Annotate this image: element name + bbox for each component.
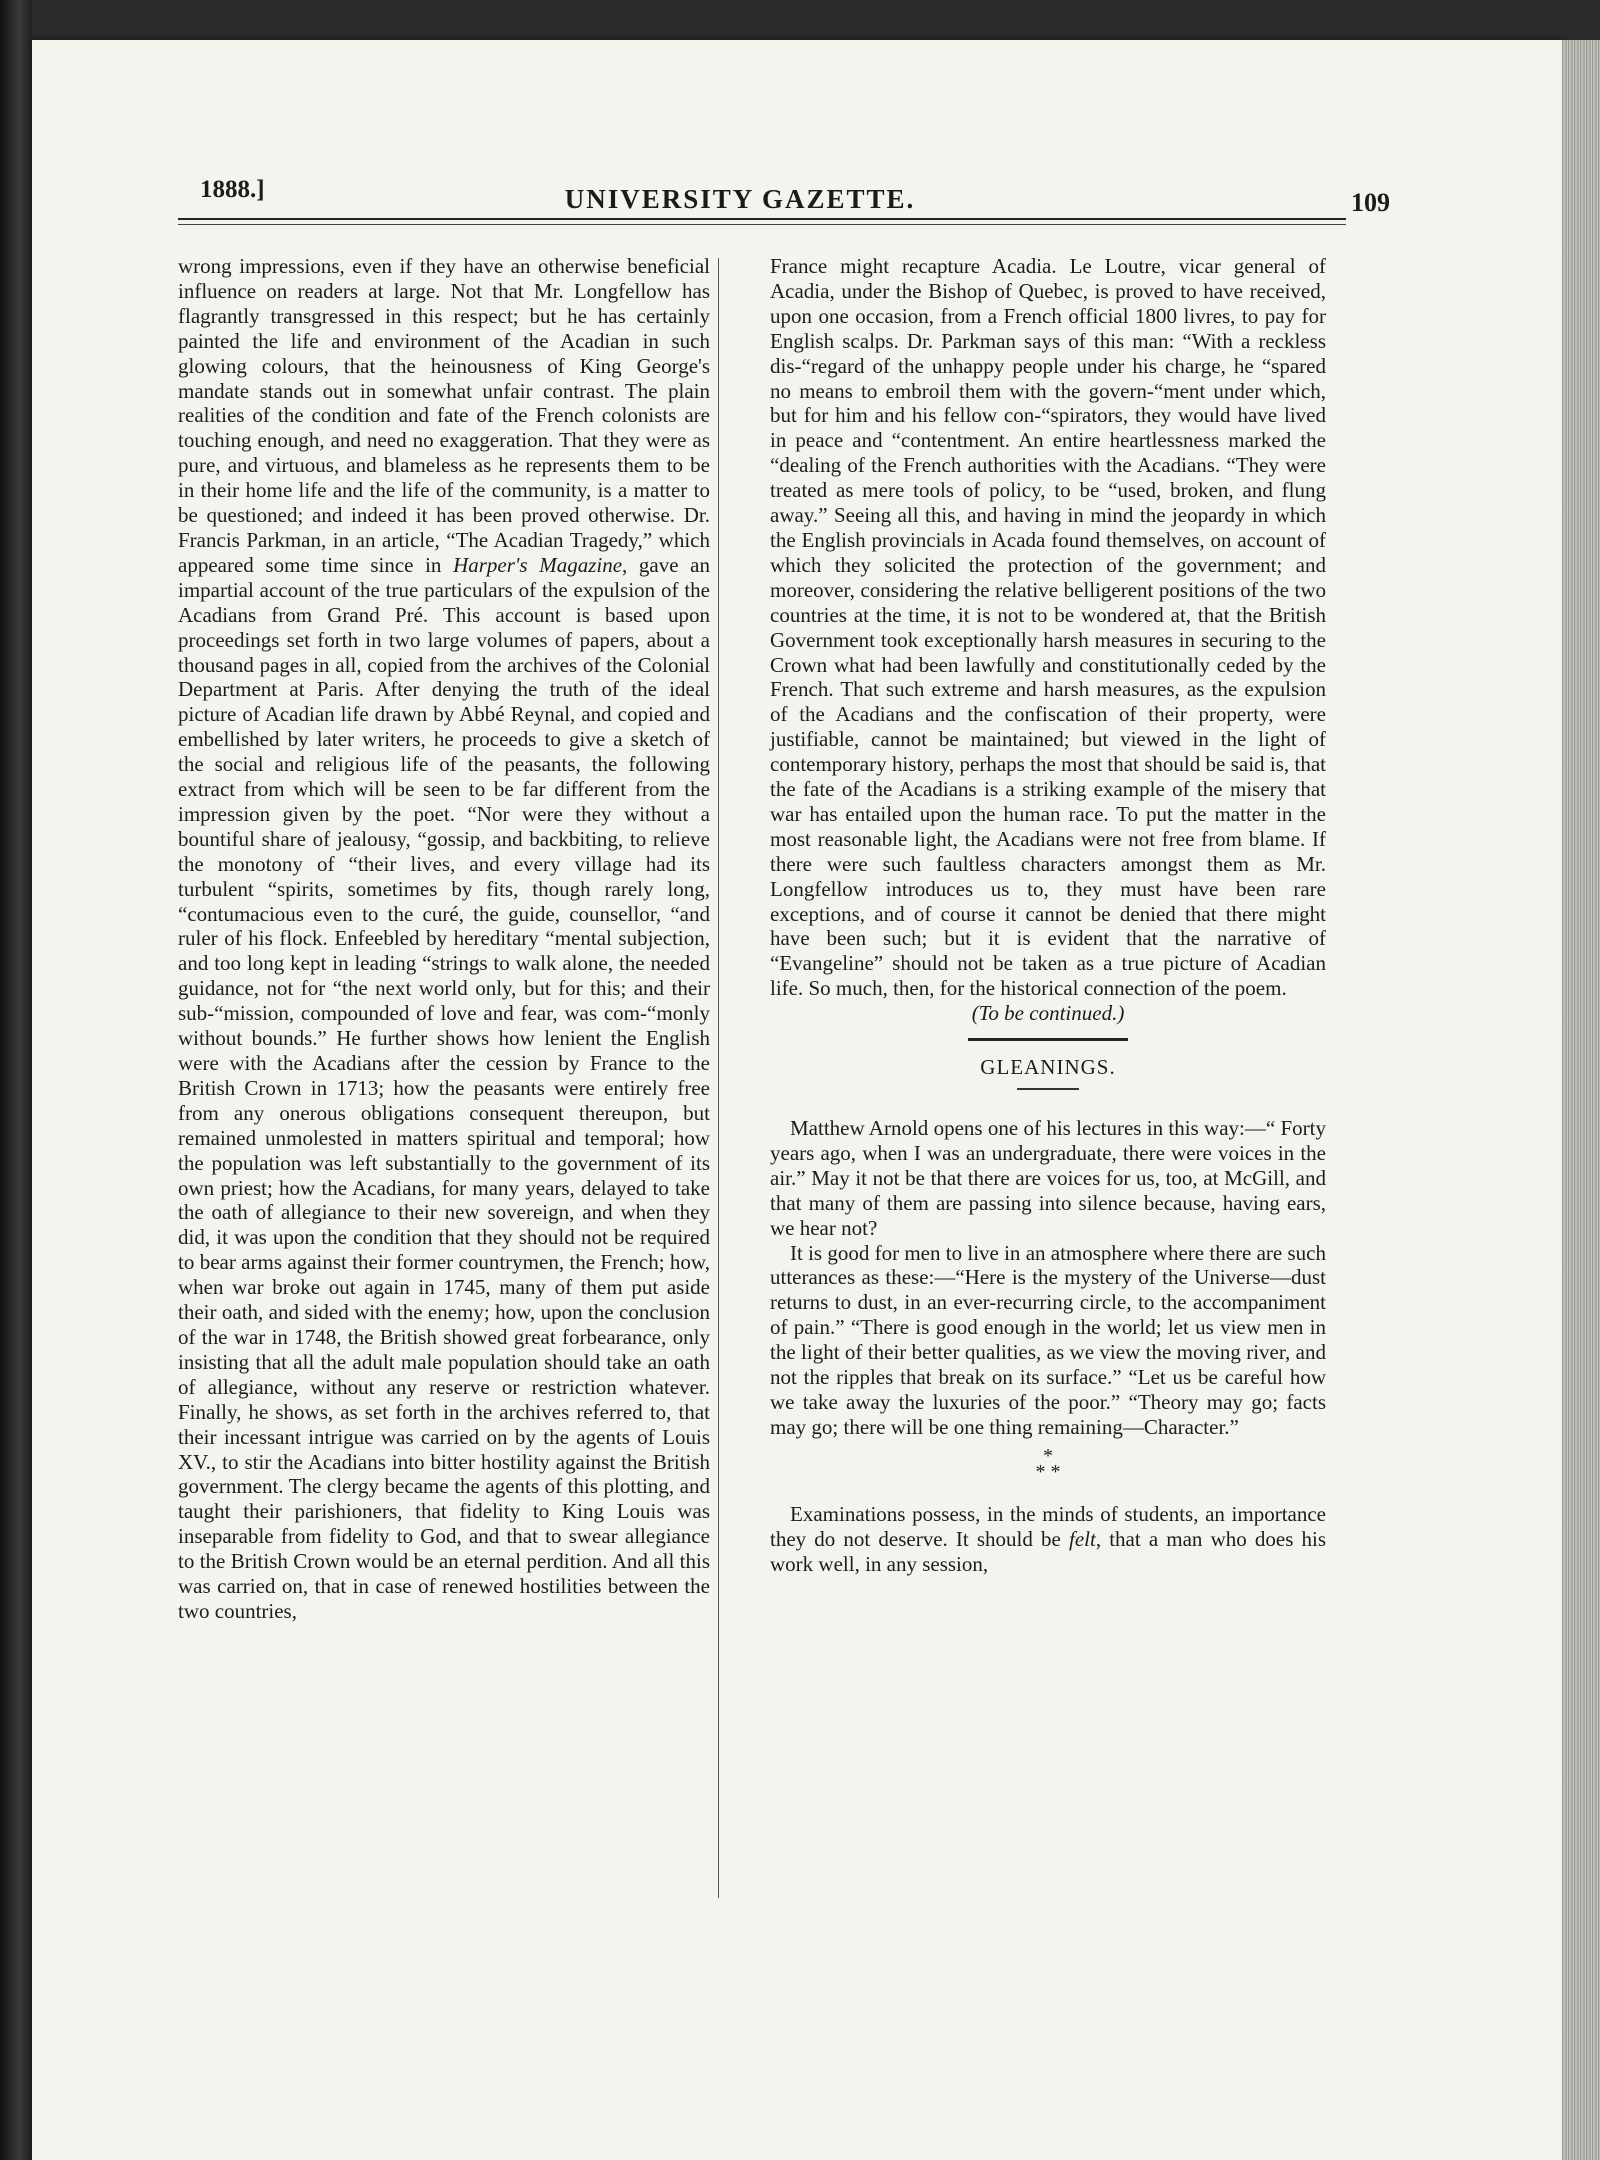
emphasis-felt: felt [1068,1526,1096,1551]
asterism-divider [770,1444,1326,1483]
header-rule-thin [178,224,1346,225]
article-text-continued: , gave an impartial account of the true particulars of the expulsion of the Acadians from Grand Pré. This account is based upon proceedings set forth in two large volumes of papers, about a thousand pages in all, copied from the archives of the Colonial Department at Paris. After denying the truth of the ideal picture of Acadian life drawn by Abbé Reynal, and copied and embellished by later writers, he proceeds to give a sketch of the social and religious life of the peasants, the following extract from which will be seen to be far different from the impression given by the poet. “Nor were they without a bountiful share of jealousy, “gossip, and backbiting, to relieve the monotony of “their lives, and every village had its turbulent “spirits, sometimes by fits, though rarely long, “contumacious even to the curé, the guide, counsellor, “and ruler of his flock. Enfeebled by hereditary “mental subjection, and too long kept in leading “strings to walk alone, the needed guidance, not for “the next world only, but for this; and their sub-“mission, compounded of love and fear, was com-“monly without bounds.” He further shows how lenient the English were with the Acadians after the cession by France to the British Crown in 1713; how the peasants were entirely free from any onerous obligations consequent thereupon, but remained unmolested in matters spiritual and temporal; how the population was left substantially to the government of its own priest; how the Acadians, for many years, delayed to take the oath of allegiance to their new sovereign, and when they did, it was upon the condition that they should not be required to bear arms against their former countrymen, the French; how, when war broke out again in 1745, many of them put aside their oath, and sided with the enemy; how, upon the conclusion of the war in 1748, the British showed great forbearance, only insisting that all the adult male population should take an oath of allegiance, without any reserve or restriction whatever. Finally, he shows, as set forth in the archives referred to, that their incessant intrigue was carried on by the agents of Louis XV., to stir the Acadians into bitter hostility against the British government. The clergy became the agents of this plotting, and taught their parishioners, that fidelity to King Louis was inseparable from fidelity to God, and that to swear allegiance to the British Crown would be an eternal perdition. And all this was carried on, that in case of renewed hostilities between the two countries, [178,552,711,1623]
section-rule [968,1038,1128,1041]
gleaning-paragraph [770,1502,1326,1577]
right-column [770,254,1326,1577]
section-title-rule [1017,1088,1079,1090]
running-header [160,176,1390,217]
to-be-continued-note: (To be continued.) [971,1001,1125,1026]
asterism-bottom: * * [1035,1460,1061,1483]
article-paragraph-continued: France might recapture Acadia. Le Loutre, vicar general of Acadia, under the Bishop of Quebec, is proved to have received, upon one occasion, from a French official 1800 livres, to pay for English scalps. Dr. Parkman says of this man: “With a reckless dis-“regard of the unhappy people under his charge, he “spared no means to embroil them with the govern-“ment under which, but for him and his fellow con-“spirators, they would have lived in peace and “contentment. An entire heartlessness marked the “dealing of the French authorities with the Acadians. “They were treated as mere tools of policy, to be “used, broken, and flung away.” Seeing all this, and having in mind the jeopardy in which the English provincials in Acada found themselves, on account of which they solicited the protection of the government; and moreover, considering the relative belligerent positions of the two countries at the time, it is not to be wondered at, that the British Government took exceptionally harsh measures in securing to the Crown what had been lawfully and constitutionally ceded by the French. That such extreme and harsh measures, as the expulsion of the Acadians and the confiscation of their property, were justifiable, cannot be maintained; but viewed in the light of contemporary history, perhaps the most that should be said is, that the fate of the Acadians is a striking example of the misery that war has entailed upon the human race. To put the matter in the most reasonable light, the Acadians were not free from blame. If there were such faultless characters amongst them as Mr. Longfellow introduces us to, they must have been rare exceptions, and of course it cannot be denied that there might have been such; but it is evident that the narrative of “Evangeline” should not be taken as a true picture of Acadian life. So much, then, for the historical connection of the poem. [770,254,1326,1001]
scan-edge-left [0,0,32,2160]
section-title: GLEANINGS. [980,1055,1116,1080]
header-rule [178,218,1346,220]
header-year: 1888.] [200,176,265,203]
column-divider [718,258,719,1898]
gleaning-text-end: , that a man who does his work well, in any session, [770,1526,1327,1576]
left-column [178,254,710,1624]
page-number: 109 [1351,188,1390,217]
gleaning-text: Examinations possess, in the minds of students, an importance they do not deserve. It should be [770,1501,1326,1551]
gleaning-paragraph: It is good for men to live in an atmosphere where there are such utterances as these:—“Here is the mystery of the Universe—dust returns to dust, in an ever-recurring circle, to the accompaniment of pain.” “There is good enough in the world; let us view men in the light of their better qualities, as we view the moving river, and not the ripples that break on its surface.” “Let us be careful how we take away the luxuries of the poor.” “Theory may go; facts may go; there will be one thing remaining—Character.” [770,1240,1326,1439]
page-edges [1562,40,1600,2160]
gleaning-paragraph: Matthew Arnold opens one of his lectures in this way:—“ Forty years ago, when I was an undergraduate, there were voices in the air.” May it not be that there are voices for us, too, at McGill, and that many of them are passing into silence because, having ears, we hear not? [770,1116,1326,1240]
article-paragraph [178,254,710,1624]
article-text: wrong impressions, even if they have an otherwise beneficial influence on readers at large. Not that Mr. Longfellow has flagrantly transgressed in this respect; but he has certainly painted the life and environment of the Acadian in such glowing colours, that the heinousness of King George's mandate stands out in somewhat unfair contrast. The plain realities of the condition and fate of the French colonists are touching enough, and need no exaggeration. That they were as pure, and virtuous, and blameless as he represents them to be in their home life and the life of the community, is a matter to be questioned; and indeed it has been proved otherwise. Dr. Francis Parkman, in an article, “The Acadian Tragedy,” which appeared some time since in [178,254,710,577]
magazine-name: Harper's Magazine [453,552,623,577]
journal-title: UNIVERSITY GAZETTE. [564,184,916,214]
asterism-top: * [1043,1444,1053,1467]
